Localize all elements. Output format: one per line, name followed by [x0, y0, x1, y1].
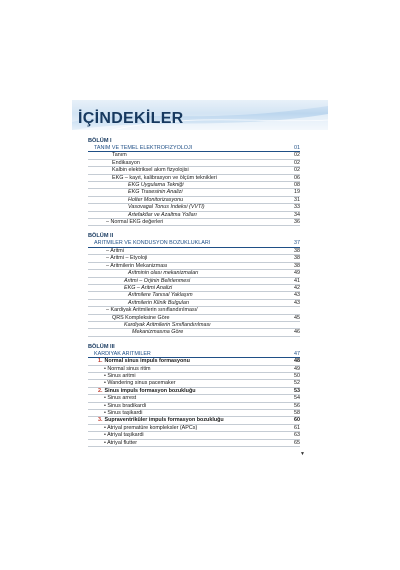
toc-entry[interactable]	[88, 145, 300, 152]
toc-entry[interactable]	[88, 329, 300, 336]
toc-entry-page: 58	[294, 410, 300, 416]
toc-entry-title	[88, 417, 286, 423]
toc-entry[interactable]	[88, 204, 300, 211]
toc-entry-text: ARİTMİLER VE KONDÜSYON BOZUKLUKLARI	[94, 240, 211, 247]
toc-entry[interactable]	[88, 270, 300, 277]
toc-entry[interactable]	[88, 417, 300, 424]
toc-entry[interactable]	[88, 440, 300, 447]
toc-entry-page: 56	[294, 402, 300, 409]
toc-entry-text: Kalbin elektriksel akım fizyolojisi	[112, 167, 189, 174]
toc-entry-title	[88, 329, 286, 335]
toc-entry-text: • Atriyal flutter	[104, 439, 138, 446]
toc-entry-title	[88, 322, 286, 328]
toc-entry[interactable]	[88, 219, 300, 226]
toc-entry[interactable]	[88, 366, 300, 373]
table-of-contents	[88, 138, 300, 454]
toc-entry-page: 36	[294, 219, 300, 226]
toc-entry-text: • Atriyal prematüre kompleksler (APCs)	[104, 424, 198, 431]
next-page-arrow-icon: ▼	[300, 451, 305, 457]
toc-entry-title	[88, 358, 286, 364]
toc-entry-title	[88, 255, 286, 261]
toc-entry-text: – Aritmi – Etyoloji	[106, 255, 148, 262]
toc-entry-page: 37	[294, 240, 300, 247]
toc-entry-text: Holter Monitorizasyonu	[128, 196, 184, 203]
toc-entry-title	[88, 263, 286, 269]
toc-entry[interactable]	[88, 373, 300, 380]
toc-entry[interactable]	[88, 278, 300, 285]
toc-entry-title	[88, 373, 286, 379]
toc-entry[interactable]	[88, 351, 300, 358]
toc-entry[interactable]	[88, 388, 300, 395]
toc-entry-text: Artefaktlar ve Azaltma Yolları	[128, 211, 197, 218]
toc-entry-title	[88, 189, 286, 195]
toc-entry[interactable]	[88, 182, 300, 189]
toc-entry-text: Aritmi – Orjinin Belirlenmesi	[124, 277, 191, 284]
toc-entry[interactable]	[88, 292, 300, 299]
toc-entry[interactable]	[88, 425, 300, 432]
toc-entry-title	[88, 204, 286, 210]
toc-entry-page: 02	[294, 159, 300, 166]
toc-entry-page: 46	[294, 329, 300, 336]
toc-entry-title	[88, 278, 286, 284]
toc-entry[interactable]	[88, 410, 300, 417]
toc-entry[interactable]	[88, 285, 300, 292]
toc-entry[interactable]	[88, 300, 300, 307]
toc-entry-text: • Sinus taşikardi	[104, 410, 143, 416]
toc-entry-number: 3.	[98, 417, 103, 424]
toc-entry-title	[88, 440, 286, 446]
toc-entry-title	[88, 240, 286, 246]
toc-entry-title	[88, 292, 286, 298]
toc-entry-title	[88, 167, 286, 173]
toc-entry[interactable]	[88, 167, 300, 174]
toc-entry-page: 06	[294, 174, 300, 181]
toc-entry-title	[88, 307, 286, 313]
toc-entry-text: Aritminin olası mekanizmaları	[128, 270, 199, 277]
toc-entry[interactable]	[88, 395, 300, 402]
toc-entry[interactable]	[88, 189, 300, 196]
toc-entry-title	[88, 388, 286, 394]
toc-entry-title	[88, 160, 286, 166]
toc-entry-text: Tanım	[112, 152, 127, 159]
toc-entry-page: 42	[294, 284, 300, 291]
toc-entry[interactable]	[88, 152, 300, 159]
toc-entry[interactable]	[88, 248, 300, 255]
toc-entry[interactable]	[88, 403, 300, 410]
section-label: BÖLÜM II	[88, 233, 114, 240]
toc-entry-page: 53	[294, 387, 300, 394]
toc-entry-page: 34	[294, 211, 300, 218]
toc-entry-page: 31	[294, 196, 300, 203]
toc-entry-text: • Sinus arrest	[104, 395, 137, 402]
toc-entry-title	[88, 182, 286, 188]
toc-entry-title	[88, 410, 286, 416]
toc-entry-text: Normal sinus impuls formasyonu	[104, 358, 190, 365]
toc-entry-page: 60	[294, 417, 300, 424]
toc-entry-text: Supraventriküler impuls formasyon bozukluğu	[104, 417, 224, 424]
toc-entry-text: Sinus impuls formasyon bozukluğu	[104, 387, 196, 394]
toc-entry-text: EKG – kayıt, kalibrasyon ve ölçüm teknikleri	[112, 174, 217, 181]
toc-entry-text: – Kardiyak Aritmilerin sınıflandırılması/	[106, 307, 198, 314]
toc-entry-page: 01	[294, 145, 300, 151]
toc-entry-page: 02	[294, 167, 300, 174]
toc-entry-text: Kardiyak Aritmilerin Sınıflandırılması	[124, 321, 211, 328]
toc-entry-title	[88, 432, 286, 438]
toc-entry-text: • Atriyal taşikardi	[104, 432, 144, 439]
toc-entry[interactable]	[88, 263, 300, 270]
toc-entry[interactable]	[88, 160, 300, 167]
toc-entry-title	[88, 403, 286, 409]
toc-entry[interactable]	[88, 307, 300, 314]
page-title: İÇİNDEKİLER	[78, 110, 184, 127]
toc-entry-page: 08	[294, 182, 300, 189]
toc-entry-text: QRS Kompleksine Göre	[112, 314, 170, 321]
toc-entry-page: 41	[294, 277, 300, 284]
toc-entry[interactable]	[88, 432, 300, 439]
toc-entry-page: 43	[294, 299, 300, 306]
toc-entry-text: – Aritmilerin Mekanizması	[106, 262, 168, 269]
toc-entry-text: • Sinus aritmi	[104, 372, 136, 379]
toc-entry-page: 38	[294, 262, 300, 269]
toc-entry-text: TANIM VE TEMEL ELEKTROFİZYOLOJİ	[94, 145, 193, 151]
toc-entry-title	[88, 366, 286, 372]
toc-entry-page: 33	[294, 204, 300, 211]
toc-entry-title	[88, 300, 286, 306]
toc-entry-text: – Aritmi	[106, 247, 124, 254]
toc-entry-page: 38	[294, 255, 300, 262]
toc-entry-text: • Normal sinus ritim	[104, 365, 151, 372]
section-label: BÖLÜM I	[88, 138, 112, 144]
toc-entry-page: 49	[294, 365, 300, 372]
toc-entry-page: 52	[294, 380, 300, 387]
toc-entry-page: 49	[294, 270, 300, 277]
toc-entry-title	[88, 219, 286, 225]
toc-entry-title	[88, 315, 286, 321]
toc-entry-page: 63	[294, 432, 300, 439]
toc-entry-title	[88, 395, 286, 401]
toc-entry-text: EKG Trasesinin Analizi	[128, 189, 183, 196]
toc-entry-text: EKG Uygulama Tekniği	[128, 182, 184, 189]
toc-entry-page: 61	[294, 424, 300, 431]
toc-entry-page: 50	[294, 372, 300, 379]
toc-entry-page: 38	[294, 247, 300, 254]
toc-entry-title	[88, 248, 286, 254]
toc-entry[interactable]	[88, 197, 300, 204]
toc-entry-title	[88, 175, 286, 181]
toc-entry-page: 54	[294, 395, 300, 402]
toc-entry-page: 65	[294, 439, 300, 446]
toc-entry-title	[88, 270, 286, 276]
toc-entry-title	[88, 380, 286, 386]
toc-entry-text: Aritmilere Tanısal Yaklaşım	[128, 292, 193, 299]
toc-entry-text: Mekanizmasına Göre	[132, 329, 184, 336]
toc-section	[88, 344, 300, 447]
toc-entry-text: EKG – Aritmi Analizi	[124, 284, 173, 291]
toc-entry-page: 19	[294, 189, 300, 196]
toc-entry[interactable]	[88, 358, 300, 365]
section-label: BÖLÜM III	[88, 343, 115, 350]
toc-entry-text: Aritmilerin Klinik Bulguları	[128, 299, 190, 306]
toc-entry-number: 1.	[98, 358, 103, 365]
toc-entry-title	[88, 425, 286, 431]
toc-entry-text: Vasovagal Tonus İndeksi (VVTİ)	[128, 204, 205, 211]
toc-entry-title	[88, 351, 286, 357]
toc-entry-page: 48	[294, 358, 300, 365]
toc-entry-title	[88, 285, 286, 291]
toc-entry-text: KARDİYAK ARİTMİLER	[94, 350, 151, 357]
toc-entry-text: – Normal EKG değerleri	[106, 219, 164, 226]
toc-entry[interactable]	[88, 322, 300, 329]
toc-entry[interactable]	[88, 315, 300, 322]
toc-entry-text: • Wandering sinus pacemaker	[104, 380, 176, 387]
toc-section	[88, 138, 300, 226]
toc-entry-text: • Sinus bradikardi	[104, 402, 147, 409]
toc-entry[interactable]	[88, 240, 300, 247]
toc-entry[interactable]	[88, 212, 300, 219]
toc-entry-title	[88, 197, 286, 203]
toc-entry[interactable]	[88, 380, 300, 387]
toc-entry-number: 2.	[98, 387, 103, 394]
toc-entry-page: 02	[294, 152, 300, 159]
toc-entry[interactable]	[88, 255, 300, 262]
toc-entry-title	[88, 145, 286, 151]
toc-section	[88, 233, 300, 336]
toc-entry-page: 47	[294, 350, 300, 357]
toc-entry[interactable]	[88, 175, 300, 182]
toc-entry-title	[88, 212, 286, 218]
toc-entry-title	[88, 152, 286, 158]
toc-entry-text: Endikasyon	[112, 159, 140, 166]
toc-entry-page: 45	[294, 314, 300, 321]
toc-entry-page: 43	[294, 292, 300, 299]
